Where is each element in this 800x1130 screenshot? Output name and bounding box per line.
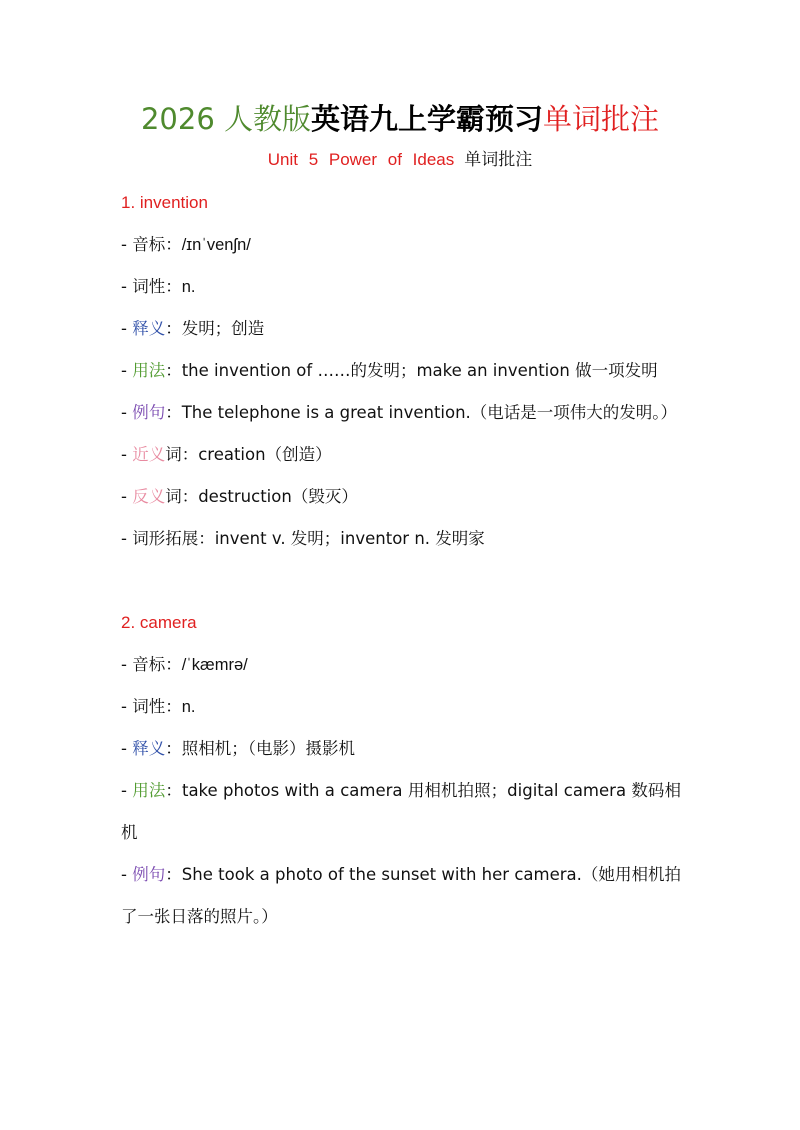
derivation-value: 词形拓展：invent v. 发明；inventor n. 发明家 <box>132 529 485 548</box>
entry-spacer <box>121 560 681 600</box>
usage-line: - 用法：the invention of ……的发明；make an invention 做一项发明 <box>121 361 658 380</box>
antonym-line: - 反义词：destruction（毁灭） <box>121 487 358 506</box>
usage-value: ：take photos with a camera 用相机拍照；digital camera 数码相机 <box>121 781 681 842</box>
usage-value: ：the invention of ……的发明；make an invention 做一项发明 <box>165 361 658 380</box>
example-line: - 例句：The telephone is a great invention.（电话是一项伟大的发明。） <box>121 403 678 422</box>
phonetic-label: 音标： <box>132 235 182 254</box>
title-part-main: 英语九上学霸预习 <box>311 102 544 136</box>
phonetic-line: - 音标：/ɪnˈvenʃn/ <box>121 235 251 254</box>
antonym-value: 词：destruction（毁灭） <box>165 487 358 506</box>
phonetic-line: - 音标：/ˈkæmrə/ <box>121 655 248 674</box>
page-title <box>0 98 800 140</box>
meaning-label: 释义 <box>132 739 166 758</box>
phonetic-value: /ɪnˈvenʃn/ <box>181 236 251 254</box>
pos-value: n. <box>181 278 196 296</box>
word-heading: 1. invention <box>121 193 208 212</box>
antonym-label: 反义 <box>132 487 166 506</box>
example-line: - 例句：She took a photo of the sunset with her camera.（她用相机拍了一张日落的照片。） <box>121 865 682 926</box>
phonetic-value: /ˈkæmrə/ <box>181 656 248 674</box>
pos-value: n. <box>181 698 196 716</box>
example-value: ：She took a photo of the sunset with her camera.（她用相机拍了一张日落的照片。） <box>121 865 682 926</box>
title-part-suffix: 单词批注 <box>543 102 660 136</box>
phonetic-label: 音标： <box>132 655 182 674</box>
example-value: ：The telephone is a great invention.（电话是一项伟大的发明。） <box>165 403 678 422</box>
word-heading: 2. camera <box>121 613 197 632</box>
meaning-value: ：发明；创造 <box>165 319 265 338</box>
synonym-line: - 近义词：creation（创造） <box>121 445 332 464</box>
meaning-label: 释义 <box>132 319 166 338</box>
usage-label: 用法 <box>132 781 166 800</box>
page-subtitle <box>0 146 800 174</box>
example-label: 例句 <box>132 403 166 422</box>
usage-line: - 用法：take photos with a camera 用相机拍照；digital camera 数码相机 <box>121 781 681 842</box>
title-part-year: 2026 人教版 <box>140 102 311 136</box>
meaning-line: - 释义：发明；创造 <box>121 319 265 338</box>
meaning-line: - 释义：照相机；（电影）摄影机 <box>121 739 355 758</box>
pos-line: - 词性：n. <box>121 697 196 716</box>
meaning-value: ：照相机；（电影）摄影机 <box>165 739 355 758</box>
subtitle-label: 单词批注 <box>464 150 533 170</box>
pos-label: 词性： <box>132 277 182 296</box>
usage-label: 用法 <box>132 361 166 380</box>
pos-line: - 词性：n. <box>121 277 196 296</box>
synonym-value: 词：creation（创造） <box>165 445 332 464</box>
derivation-line: - 词形拓展：invent v. 发明；inventor n. 发明家 <box>121 529 485 548</box>
synonym-label: 近义 <box>132 445 166 464</box>
pos-label: 词性： <box>132 697 182 716</box>
word-list <box>121 180 681 938</box>
subtitle-unit: Unit 5 Power of Ideas <box>267 150 455 169</box>
example-label: 例句 <box>132 865 166 884</box>
